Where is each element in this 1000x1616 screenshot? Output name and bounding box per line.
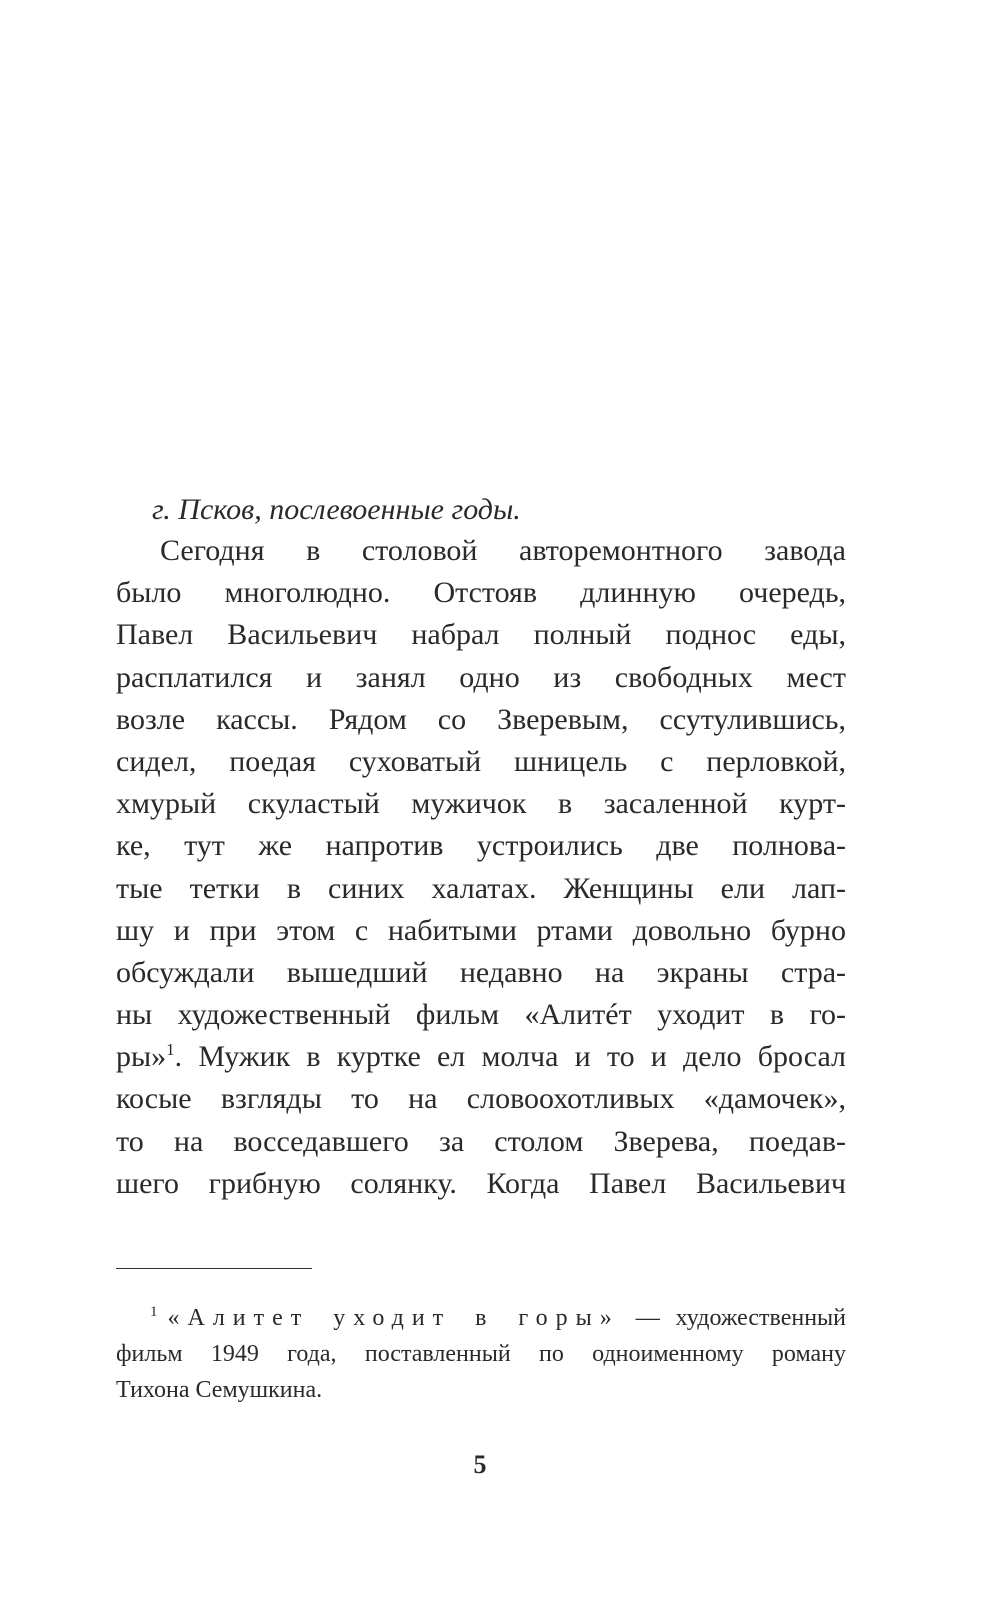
text-fragment: . Мужик в куртке ел молча и то и дело бросал [174,1040,846,1074]
page-number: 5 [473,1450,487,1479]
text-line: шу и при этом с набитыми ртами довольно бурно [116,913,846,947]
main-paragraph [116,530,846,1205]
text-line: тые тетки в синих халатах. Женщины ели лап- [116,871,846,905]
footnote-line [116,1300,846,1336]
text-line: было многолюдно. Отстояв длинную очередь, [116,576,846,610]
footnote [116,1300,846,1408]
footnote-title: «Алитет уходит в горы» [167,1305,620,1331]
text-line: сидел, поедая суховатый шницель с перловкой, [116,744,846,778]
epigraph: г. Псков, послевоенные годы. [152,493,521,526]
footnote-line: фильм 1949 года, поставленный по одноименному роману [116,1341,846,1367]
footnote-divider [116,1268,312,1269]
text-line: расплатился и занял одно из свободных мест [116,660,846,694]
footnote-reference[interactable]: 1 [166,1040,175,1060]
footnote-text: — художественный [635,1305,847,1331]
text-fragment: ры» [116,1040,167,1074]
text-line: шего грибную солянку. Когда Павел Васильевич [116,1166,846,1200]
text-line: косые взгляды то на словоохотливых «дамочек», [116,1082,846,1116]
text-line: ны художественный фильм «Алитéт уходит в го- [116,998,846,1032]
footnote-line: Тихона Семушкина. [116,1377,323,1403]
text-line: ке, тут же напротив устроились две полнова- [116,829,846,863]
text-line: Павел Васильевич набрал полный поднос еды, [116,618,846,652]
text-line: возле кассы. Рядом со Зверевым, ссутулившись, [116,702,846,736]
text-line: то на восседавшего за столом Зверева, поедав- [116,1124,846,1158]
footnote-mark: 1 [150,1304,158,1320]
text-line: обсуждали вышедший недавно на экраны стра- [116,955,846,989]
text-line: Сегодня в столовой авторемонтного завода [160,534,846,567]
text-line-with-footnote [116,1036,846,1078]
text-line: хмурый скуластый мужичок в засаленной курт- [116,787,846,821]
